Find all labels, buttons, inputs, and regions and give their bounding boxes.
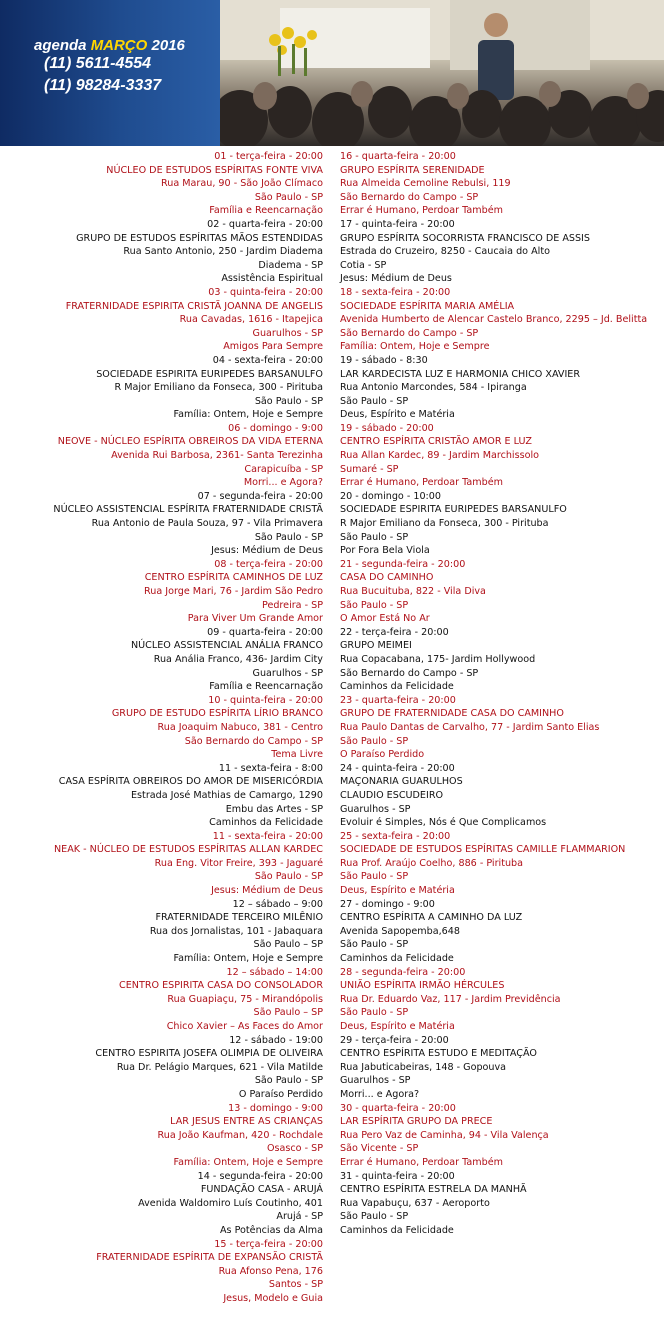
event-organization: GRUPO MEIMEI bbox=[340, 640, 412, 652]
event-entry bbox=[340, 354, 647, 422]
event-entry bbox=[340, 150, 647, 218]
event-city: Guarulhos - SP bbox=[252, 327, 323, 339]
event-entry bbox=[53, 1102, 323, 1170]
event-organization: SOCIEDADE ESPIRITA EURIPEDES BARSANULFO bbox=[96, 368, 323, 380]
event-city: São Bernardo do Campo - SP bbox=[340, 191, 479, 203]
event-theme: Família e Reencarnação bbox=[209, 205, 323, 217]
event-organization: NEAK - NÚCLEO DE ESTUDOS ESPÍRITAS ALLAN KARDEC bbox=[53, 844, 323, 856]
agenda-right-column bbox=[340, 150, 647, 1238]
event-city: São Paulo – SP bbox=[253, 939, 323, 951]
event-entry bbox=[340, 966, 647, 1034]
event-entry bbox=[53, 966, 323, 1034]
event-city: Arujá - SP bbox=[276, 1211, 323, 1223]
event-city: São Paulo - SP bbox=[340, 1211, 409, 1223]
event-organization: CENTRO ESPÍRITA ESTUDO E MEDITAÇÃO bbox=[340, 1048, 537, 1060]
event-theme: O Paraíso Perdido bbox=[238, 1088, 323, 1100]
event-address: R Major Emiliano da Fonseca, 300 - Pirituba bbox=[114, 382, 323, 394]
event-entry bbox=[340, 830, 647, 898]
event-date: 12 – sábado – 9:00 bbox=[232, 898, 323, 910]
event-date: 10 - quinta-feira - 20:00 bbox=[208, 694, 323, 706]
event-organization: NÚCLEO DE ESTUDOS ESPÍRITAS FONTE VIVA bbox=[106, 164, 323, 176]
event-theme: Jesus: Médium de Deus bbox=[211, 885, 323, 897]
event-theme: As Potências da Alma bbox=[219, 1224, 323, 1236]
event-theme: Caminhos da Felicidade bbox=[209, 817, 323, 829]
event-date: 01 - terça-feira - 20:00 bbox=[214, 151, 323, 162]
event-theme: Morri... e Agora? bbox=[340, 1088, 420, 1100]
event-organization: LAR ESPÍRITA GRUPO DA PRECE bbox=[340, 1116, 493, 1128]
event-city: Cotia - SP bbox=[340, 259, 387, 271]
event-organization: CENTRO ESPÍRITA CRISTÃO AMOR E LUZ bbox=[340, 436, 532, 448]
event-entry bbox=[53, 830, 323, 898]
lecture-photo-illustration bbox=[220, 0, 664, 146]
event-organization: CENTRO ESPÍRITA ESTRELA DA MANHÃ bbox=[340, 1184, 527, 1196]
event-entry bbox=[340, 286, 647, 354]
event-date: 19 - sábado - 8:30 bbox=[340, 354, 428, 366]
event-city: São Paulo - SP bbox=[254, 1075, 323, 1087]
event-entry bbox=[53, 1034, 323, 1102]
event-address: Rua dos Jornalistas, 101 - Jabaquara bbox=[149, 925, 323, 937]
event-entry bbox=[340, 762, 647, 830]
event-address: Rua Allan Kardec, 89 - Jardim Marchissolo bbox=[340, 450, 540, 462]
event-theme: Família: Ontem, Hoje e Sempre bbox=[173, 409, 323, 421]
event-date: 19 - sábado - 20:00 bbox=[340, 422, 434, 434]
event-city: Carapicuíba - SP bbox=[244, 463, 323, 475]
event-date: 31 - quinta-feira - 20:00 bbox=[340, 1170, 455, 1182]
event-entry bbox=[53, 558, 323, 626]
event-date: 29 - terça-feira - 20:00 bbox=[340, 1034, 449, 1046]
event-city: Osasco - SP bbox=[266, 1143, 323, 1155]
event-city: São Paulo - SP bbox=[340, 531, 409, 543]
event-date: 24 - quinta-feira - 20:00 bbox=[340, 762, 455, 774]
agenda-month: MARÇO bbox=[90, 37, 148, 54]
event-date: 02 - quarta-feira - 20:00 bbox=[207, 218, 323, 230]
event-address: Rua Anália Franco, 436- Jardim City bbox=[153, 653, 323, 665]
event-organization: GRUPO ESPÍRITA SOCORRISTA FRANCISCO DE ASSIS bbox=[340, 232, 590, 244]
event-date: 12 - sábado - 19:00 bbox=[229, 1034, 323, 1046]
event-city: São Paulo - SP bbox=[340, 599, 409, 611]
event-city: São Paulo - SP bbox=[340, 871, 409, 883]
header-title-panel bbox=[0, 0, 220, 146]
event-address: Rua Dr. Pelágio Marques, 621 - Vila Matilde bbox=[116, 1061, 323, 1073]
event-address: Estrada José Mathias de Camargo, 1290 bbox=[131, 789, 323, 801]
event-theme: Caminhos da Felicidade bbox=[340, 953, 454, 965]
event-date: 21 - segunda-feira - 20:00 bbox=[340, 558, 466, 570]
agenda-title bbox=[34, 37, 185, 55]
event-city: São Paulo - SP bbox=[254, 871, 323, 883]
event-date: 06 - domingo - 9:00 bbox=[228, 422, 323, 434]
event-date: 04 - sexta-feira - 20:00 bbox=[212, 354, 323, 366]
event-entry bbox=[340, 490, 647, 558]
event-entry bbox=[53, 1170, 323, 1238]
event-organization: LAR JESUS ENTRE AS CRIANÇAS bbox=[170, 1116, 323, 1128]
event-theme: Errar é Humano, Perdoar Também bbox=[340, 477, 503, 489]
event-organization: MAÇONARIA GUARULHOS bbox=[340, 776, 463, 788]
event-city: São Paulo - SP bbox=[254, 531, 323, 543]
event-organization: CENTRO ESPIRITA JOSEFA OLIMPIA DE OLIVEIRA bbox=[95, 1048, 323, 1060]
event-address: Rua Afonso Pena, 176 bbox=[218, 1265, 323, 1277]
event-theme: O Amor Está No Ar bbox=[340, 613, 430, 625]
event-entry bbox=[53, 354, 323, 422]
event-date: 11 - sexta-feira - 20:00 bbox=[212, 830, 323, 842]
event-theme: Família e Reencarnação bbox=[209, 681, 323, 693]
event-entry bbox=[53, 762, 323, 830]
event-date: 25 - sexta-feira - 20:00 bbox=[340, 830, 451, 842]
event-theme: Por Fora Bela Viola bbox=[340, 545, 430, 557]
event-date: 20 - domingo - 10:00 bbox=[340, 490, 441, 502]
event-theme: Jesus, Modelo e Guia bbox=[223, 1292, 323, 1304]
event-organization: CENTRO ESPIRITA CASA DO CONSOLADOR bbox=[119, 980, 323, 992]
phone-number-2: (11) 98284-3337 bbox=[44, 77, 162, 94]
event-entry bbox=[340, 694, 647, 762]
event-date: 17 - quinta-feira - 20:00 bbox=[340, 218, 455, 230]
event-date: 11 - sexta-feira - 8:00 bbox=[218, 762, 323, 774]
event-theme: Amigos Para Sempre bbox=[223, 341, 323, 353]
event-theme: Deus, Espírito e Matéria bbox=[340, 1021, 455, 1032]
event-organization: CENTRO ESPÍRITA A CAMINHO DA LUZ bbox=[340, 912, 523, 924]
event-address: Rua Dr. Eduardo Vaz, 117 - Jardim Previdência bbox=[340, 993, 561, 1005]
event-organization: GRUPO DE ESTUDOS ESPÍRITAS MÃOS ESTENDIDAS bbox=[76, 232, 323, 244]
event-date: 03 - quinta-feira - 20:00 bbox=[208, 286, 323, 298]
event-theme: Para Viver Um Grande Amor bbox=[187, 613, 323, 625]
event-address: CLAUDIO ESCUDEIRO bbox=[340, 789, 444, 801]
event-address: Rua Almeida Cemoline Rebulsi, 119 bbox=[340, 178, 511, 190]
event-organization: CASA DO CAMINHO bbox=[340, 572, 434, 584]
event-date: 07 - segunda-feira - 20:00 bbox=[197, 490, 323, 502]
event-theme: Jesus: Médium de Deus bbox=[340, 273, 452, 285]
event-city: São Vicente - SP bbox=[340, 1143, 419, 1155]
event-organization: FRATERNIDADE TERCEIRO MILÊNIO bbox=[155, 912, 323, 924]
lecture-photo bbox=[220, 0, 664, 146]
event-city: São Paulo - SP bbox=[340, 395, 409, 407]
event-date: 09 - quarta-feira - 20:00 bbox=[207, 626, 323, 638]
event-entry bbox=[340, 1102, 647, 1170]
event-organization: FRATERNIDADE ESPIRITA CRISTÃ JOANNA DE ANGELIS bbox=[65, 300, 323, 312]
event-city: Guarulhos - SP bbox=[340, 1075, 411, 1087]
event-date: 08 - terça-feira - 20:00 bbox=[214, 558, 323, 570]
event-city: São Bernardo do Campo - SP bbox=[340, 667, 479, 679]
event-organization: SOCIEDADE ESPIRITA EURIPEDES BARSANULFO bbox=[340, 504, 567, 516]
event-city: Embu das Artes - SP bbox=[225, 803, 323, 815]
event-theme: Jesus: Médium de Deus bbox=[211, 545, 323, 557]
event-date: 23 - quarta-feira - 20:00 bbox=[340, 694, 456, 706]
event-address: Rua Jabuticabeiras, 148 - Gopouva bbox=[340, 1061, 507, 1073]
event-theme: Morri... e Agora? bbox=[243, 477, 323, 489]
event-entry bbox=[53, 218, 323, 286]
event-address: Avenida Humberto de Alencar Castelo Branco, 2295 – Jd. Belitta bbox=[340, 314, 648, 326]
event-theme: Deus, Espírito e Matéria bbox=[340, 409, 455, 421]
event-city: São Paulo - SP bbox=[254, 191, 323, 203]
agenda-year: 2016 bbox=[151, 37, 185, 54]
event-theme: Evoluir é Simples, Nós é Que Complicamos bbox=[340, 817, 547, 829]
event-theme: Chico Xavier – As Faces do Amor bbox=[166, 1021, 323, 1032]
event-address: Avenida Rui Barbosa, 2361- Santa Terezinha bbox=[111, 450, 323, 462]
event-address: Rua Prof. Araújo Coelho, 886 - Pirituba bbox=[340, 857, 524, 869]
event-date: 28 - segunda-feira - 20:00 bbox=[340, 966, 466, 978]
event-city: Sumaré - SP bbox=[340, 463, 399, 475]
event-city: São Bernardo do Campo - SP bbox=[340, 327, 479, 339]
event-theme: O Paraíso Perdido bbox=[340, 749, 425, 761]
event-theme: Errar é Humano, Perdoar Também bbox=[340, 205, 503, 217]
event-entry bbox=[53, 490, 323, 558]
event-organization: NEOVE - NÚCLEO ESPÍRITA OBREIROS DA VIDA ETERNA bbox=[57, 436, 323, 448]
event-theme: Tema Livre bbox=[271, 749, 323, 761]
event-theme: Errar é Humano, Perdoar Também bbox=[340, 1156, 503, 1168]
event-address: Rua Cavadas, 1616 - Itapejica bbox=[179, 314, 323, 326]
event-address: Estrada do Cruzeiro, 8250 - Caucaia do Alto bbox=[340, 246, 550, 258]
event-address: Rua Marau, 90 - São João Clímaco bbox=[161, 178, 323, 190]
event-address: Rua Paulo Dantas de Carvalho, 77 - Jardim Santo Elias bbox=[340, 721, 600, 733]
event-address: Rua Antonio de Paula Souza, 97 - Vila Primavera bbox=[91, 518, 323, 530]
event-theme: Família: Ontem, Hoje e Sempre bbox=[173, 1156, 323, 1168]
event-date: 22 - terça-feira - 20:00 bbox=[340, 626, 449, 638]
event-date: 15 - terça-feira - 20:00 bbox=[214, 1238, 323, 1250]
agenda-left-column bbox=[53, 150, 323, 1305]
event-organization: GRUPO DE FRATERNIDADE CASA DO CAMINHO bbox=[340, 708, 564, 720]
agenda-label: agenda bbox=[34, 37, 87, 54]
event-date: 14 - segunda-feira - 20:00 bbox=[197, 1170, 323, 1182]
event-organization: NÚCLEO ASSISTENCIAL ANÁLIA FRANCO bbox=[130, 640, 323, 652]
event-entry bbox=[53, 626, 323, 694]
event-address: Rua João Kaufman, 420 - Rochdale bbox=[157, 1129, 323, 1141]
event-entry bbox=[53, 694, 323, 762]
event-city: São Paulo - SP bbox=[340, 735, 409, 747]
event-organization: LAR KARDECISTA LUZ E HARMONIA CHICO XAVIER bbox=[340, 368, 581, 380]
event-theme: Caminhos da Felicidade bbox=[340, 681, 454, 693]
event-city: São Paulo - SP bbox=[340, 939, 409, 951]
event-address: Rua Pero Vaz de Caminha, 94 - Vila Valença bbox=[340, 1129, 549, 1141]
event-theme: Caminhos da Felicidade bbox=[340, 1224, 454, 1236]
event-city: São Bernardo do Campo - SP bbox=[184, 735, 323, 747]
event-organization: NÚCLEO ASSISTENCIAL ESPÍRITA FRATERNIDADE CRISTÃ bbox=[53, 504, 323, 516]
event-city: Santos - SP bbox=[268, 1279, 323, 1291]
event-city: São Paulo – SP bbox=[253, 1007, 323, 1019]
event-date: 18 - sexta-feira - 20:00 bbox=[340, 286, 451, 298]
event-entry bbox=[340, 422, 647, 490]
event-address: Rua Santo Antonio, 250 - Jardim Diadema bbox=[123, 246, 323, 258]
event-entry bbox=[340, 1034, 647, 1102]
event-organization: UNIÃO ESPÍRITA IRMÃO HÉRCULES bbox=[340, 980, 505, 992]
event-city: São Paulo - SP bbox=[254, 395, 323, 407]
event-address: Rua Vapabuçu, 637 - Aeroporto bbox=[340, 1197, 490, 1209]
event-address: Rua Joaquim Nabuco, 381 - Centro bbox=[157, 721, 323, 733]
event-entry bbox=[53, 286, 323, 354]
event-organization: FRATERNIDADE ESPÍRITA DE EXPANSÃO CRISTÃ bbox=[96, 1252, 323, 1264]
event-date: 16 - quarta-feira - 20:00 bbox=[340, 151, 456, 162]
event-city: São Paulo - SP bbox=[340, 1007, 409, 1019]
event-date: 30 - quarta-feira - 20:00 bbox=[340, 1102, 456, 1114]
event-address: Rua Jorge Mari, 76 - Jardim São Pedro bbox=[144, 586, 323, 597]
event-entry bbox=[340, 1170, 647, 1238]
event-organization: CASA ESPÍRITA OBREIROS DO AMOR DE MISERICÓRDIA bbox=[58, 776, 323, 788]
event-date: 13 - domingo - 9:00 bbox=[228, 1102, 323, 1114]
event-address: Rua Antonio Marcondes, 584 - Ipiranga bbox=[340, 382, 527, 394]
header-banner bbox=[0, 0, 664, 146]
event-entry bbox=[53, 150, 323, 218]
event-entry bbox=[340, 898, 647, 966]
event-address: Rua Guapiaçu, 75 - Mirandópolis bbox=[167, 993, 323, 1005]
event-address: Rua Eng. Vitor Freire, 393 - Jaguaré bbox=[154, 857, 323, 869]
event-entry bbox=[340, 558, 647, 626]
event-organization: SOCIEDADE ESPÍRITA MARIA AMÉLIA bbox=[340, 300, 515, 312]
event-organization: GRUPO DE ESTUDO ESPÍRITA LÍRIO BRANCO bbox=[111, 708, 323, 720]
event-theme: Assistência Espiritual bbox=[221, 273, 323, 285]
event-address: Rua Bucuituba, 822 - Vila Diva bbox=[340, 586, 486, 597]
event-city: Diadema - SP bbox=[258, 259, 323, 271]
event-theme: Deus, Espírito e Matéria bbox=[340, 885, 455, 897]
event-organization: SOCIEDADE DE ESTUDOS ESPÍRITAS CAMILLE FLAMMARION bbox=[340, 844, 626, 856]
event-theme: Família: Ontem, Hoje e Sempre bbox=[340, 341, 490, 353]
event-city: Guarulhos - SP bbox=[340, 803, 411, 815]
phone-number-1: (11) 5611-4554 bbox=[44, 55, 152, 72]
event-entry bbox=[53, 898, 323, 966]
event-entry bbox=[53, 1238, 323, 1306]
event-date: 27 - domingo - 9:00 bbox=[340, 898, 435, 910]
event-address: Avenida Waldomiro Luís Coutinho, 401 bbox=[138, 1197, 323, 1209]
event-date: 12 – sábado – 14:00 bbox=[226, 966, 323, 978]
event-entry bbox=[340, 626, 647, 694]
event-organization: FUNDAÇÃO CASA - ARUJÁ bbox=[200, 1184, 323, 1196]
event-address: Rua Copacabana, 175- Jardim Hollywood bbox=[340, 653, 536, 665]
event-entry bbox=[340, 218, 647, 286]
event-city: Guarulhos - SP bbox=[252, 667, 323, 679]
event-entry bbox=[53, 422, 323, 490]
event-address: Avenida Sapopemba,648 bbox=[340, 925, 460, 937]
event-organization: GRUPO ESPÍRITA SERENIDADE bbox=[340, 164, 485, 176]
event-address: R Major Emiliano da Fonseca, 300 - Pirituba bbox=[340, 518, 549, 530]
event-city: Pedreira - SP bbox=[262, 599, 323, 611]
event-theme: Família: Ontem, Hoje e Sempre bbox=[173, 953, 323, 965]
event-organization: CENTRO ESPÍRITA CAMINHOS DE LUZ bbox=[144, 572, 323, 584]
